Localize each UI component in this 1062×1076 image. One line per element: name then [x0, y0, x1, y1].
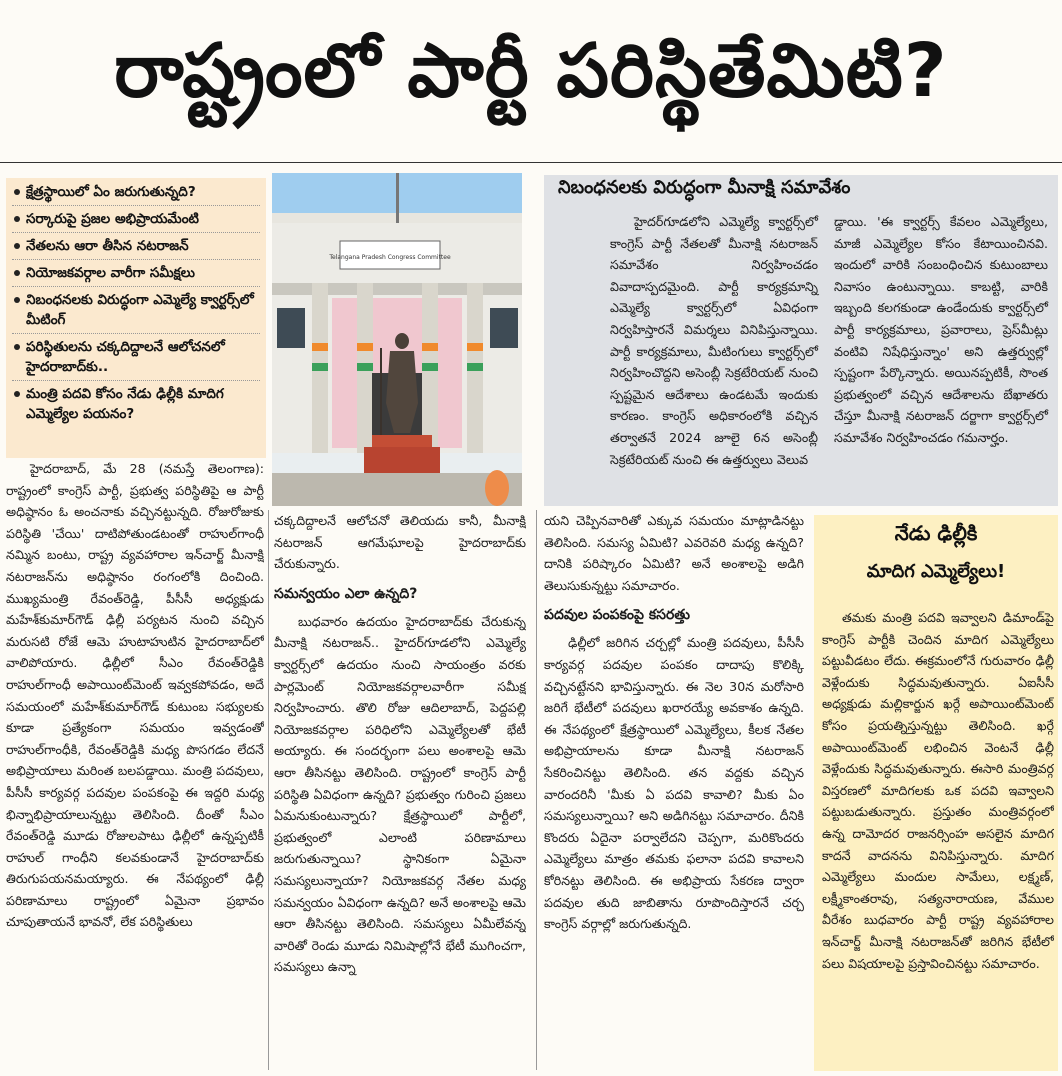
greybox-paragraph: హైదర్‌గూడలోని ఎమ్మెల్యే క్వార్టర్స్‌లో కాంగ్రెస్ పార్టీ నేతలతో మీనాక్షి నటరాజన్ సమావేశం నిర్వహించడం వివాదాస్పదమైంది. పార్టీ కార్యక్రమాన్ని ఎమ్మెల్యే క్వార్టర్స్‌లో ఏవిధంగా నిర్వహిస్తారనే విమర్శలు వినిపిస్తున్నాయి. పార్టీ కార్యక్రమాలు, మీటింగులు క్వార్టర్స్‌లో నిర్వహించొద్దని అసెంబ్లీ సెక్రటేరియట్ నుంచి స్పష్టమైన ఆదేశాలు ఉండటమే ఇందుకు కారణం. కాంగ్రెస్ అధికారంలోకి వచ్చిన తర్వాతనే 2024 జూలై 6న అసెంబ్లీ సెక్రటేరియట్ నుంచి ఈ ఉత్తర్వులు వెలువ	[610, 214, 818, 467]
subheading: పదవుల పంపకంపై కసరత్తు	[544, 607, 691, 624]
sidebar-madiga-mlas	[814, 515, 1058, 1071]
bullet-item: పరిస్థితులను చక్కదిద్దాలనే ఆలోచనలో హైదరాబాద్‌కు..	[12, 337, 260, 381]
article-column-2	[274, 510, 526, 1072]
sign-board-text: Telangana Pradesh Congress Committee	[329, 254, 451, 261]
subheading: సమన్వయం ఎలా ఉన్నది?	[274, 585, 418, 602]
column-divider	[536, 510, 537, 1070]
greybox-column-right	[834, 211, 1048, 449]
headline-divider	[0, 162, 1062, 163]
yellowbox-title-line-1: నేడు ఢిల్లీకి	[894, 521, 978, 545]
sidebar-rules-violation	[544, 175, 1058, 506]
yellowbox-title-line-2: మాదిగ ఎమ్మెల్యేలు!	[866, 561, 1006, 582]
article-column-3	[544, 510, 804, 1072]
greybox-column-left	[610, 211, 818, 470]
bullet-item: మంత్రి పదవి కోసం నేడు ఢిల్లీకి మాదిగ ఎమ్మెల్యేల పయనం?	[12, 384, 260, 427]
bullet-item: నిబంధనలకు విరుద్ధంగా ఎమ్మెల్యే క్వార్టర్స్‌లో మీటింగ్	[12, 290, 260, 334]
bullet-item: నేతలను ఆరా తీసిన నటరాజన్	[12, 236, 260, 260]
article-column-1	[6, 458, 264, 1072]
yellowbox-body	[822, 607, 1054, 1065]
yellowbox-paragraph: తమకు మంత్రి పదవి ఇవ్వాలని డిమాండ్‌పై కాంగ్రెస్ పార్టీకి చెందిన మాదిగ ఎమ్మెల్యేలు పట్టువీడటం లేదు. ఈక్రమంలోనే గురువారం ఢిల్లీ వెళ్లేందుకు సిద్ధమవుతున్నారు. ఏఐసీసీ అధ్యక్షుడు మల్లికార్జున ఖర్గే అపాయింట్‌మెంట్ కోసం ప్రయత్నిస్తున్నట్టు తెలిసింది. ఖర్గే అపాయింట్‌మెంట్ లభించిన వెంటనే ఢిల్లీ వెళ్లేందుకు సిద్ధమవుతున్నారు. ఈసారి మంత్రివర్గ విస్తరణలో మాదిగలకు ఒక పదవి ఇవ్వాలని పట్టుబడుతున్నారు. ప్రస్తుతం మంత్రివర్గంలో ఉన్న దామోదర రాజనర్సింహ అసలైన మాదిగ కాదనే వాదనను వినిపిస్తున్నారు. మాదిగ ఎమ్మెల్యేలు మందుల సామేలు, లక్ష్మణ్, లక్ష్మీకాంతరావు, సత్యనారాయణ, వేముల వీరేశం బుధవారం పార్టీ రాష్ట్ర వ్యవహారాల ఇన్‌చార్జ్ మీనాక్షి నటరాజన్‌తో జరిగిన భేటీలో పలు విషయాలపై ప్రస్తావించినట్టు సమాచారం.	[822, 610, 1054, 971]
column-divider	[268, 510, 269, 1070]
gandhi-statue-photo	[272, 173, 522, 506]
bullet-list	[12, 182, 260, 427]
article-paragraph: బుధవారం ఉదయం హైదరాబాద్‌కు చేరుకున్న మీనాక్షి నటరాజన్.. హైదర్‌గూడలోని ఎమ్మెల్యే క్వార్టర్స్‌లో ఉదయం నుంచి సాయంత్రం వరకు పార్లమెంట్ నియోజకవర్గాలవారీగా సమీక్ష నిర్వహించారు. తొలి రోజు ఆదిలాబాద్, పెద్దపల్లి నియోజకవర్గాల పరిధిలోని ఎమ్మెల్యేలతో భేటీ అయ్యారు. ఈ సందర్భంగా పలు అంశాలపై ఆమె ఆరా తీసినట్టు తెలిసింది. రాష్ట్రంలో కాంగ్రెస్ పార్టీ పరిస్థితి ఏవిధంగా ఉన్నది? ప్రభుత్వం గురించి ప్రజలు ఏమనుకుంటున్నారు? క్షేత్రస్థాయిలో పార్టీలో, ప్రభుత్వంలో ఎలాంటి పరిణామాలు జరుగుతున్నాయి? స్థానికంగా ఏమైనా సమస్యలున్నాయా? నియోజకవర్గ నేతల మధ్య సమన్వయం ఏవిధంగా ఉన్నది? అనే అంశాలపై ఆమె ఆరా తీసినట్టు తెలిసింది. సమస్యలు ఏమీలేవన్న వారితో రెండు మూడు నిమిషాల్లోనే భేటీ ముగించగా, సమస్యలు ఉన్నా	[274, 613, 526, 975]
photo-illustration	[272, 173, 522, 506]
article-paragraph: చక్కదిద్దాలనే ఆలోచనో తెలియదు కానీ, మీనాక్షి నటరాజన్ ఆగమేఘాలపై హైదరాబాద్‌కు చేరుకున్నారు.	[274, 513, 526, 572]
greybox-title: నిబంధనలకు విరుద్ధంగా మీనాక్షి సమావేశం	[558, 177, 851, 198]
article-paragraph: ఢిల్లీలో జరిగిన చర్చల్లో మంత్రి పదవులు, పీసీసీ కార్యవర్గ పదవుల పంపకం దాదాపు కొలిక్కి వచ్చినట్టేనని భావిస్తున్నారు. ఈ నెల 30న మరోసారి జరిగే భేటీలో పదవులు ఖరారయ్యే అవకాశం ఉన్నది. ఈ నేపథ్యంలో క్షేత్రస్థాయిలో ఎమ్మెల్యేలు, కీలక నేతల అభిప్రాయాలను కూడా మీనాక్షి నటరాజన్ సేకరించినట్టు తెలిసింది. తన వద్దకు వచ్చిన వారందరినీ 'మీకు ఏ పదవి కావాలి? మీకు ఏం సమస్యలున్నాయి? అని అడిగినట్టు సమాచారం. దీనికి కొందరు ఏదైనా పర్వాలేదని చెప్పగా, మరికొందరు ఎమ్మెల్యేలు మాత్రం తమకు ఫలానా పదవి కావాలని కోరినట్టు తెలిసింది. ఈ అభిప్రాయ సేకరణ ద్వారా పదవుల తుది జాబితాను రూపొందిస్తారనే చర్చ కాంగ్రెస్ వర్గాల్లో జరుగుతున్నది.	[544, 635, 804, 932]
headline: రాష్ట్రంలో పార్టీ పరిస్థితేమిటి?	[114, 28, 948, 114]
article-paragraph: యని చెప్పినవారితో ఎక్కువ సమయం మాట్లాడినట్టు తెలిసింది. సమస్య ఏమిటి? ఎవరెవరి మధ్య ఉన్నది? దానికి పరిష్కారం ఏమిటి? అనే అంశాలపై అడిగి తెలుసుకున్నట్టు సమాచారం.	[544, 513, 804, 593]
bullet-summary-box	[6, 178, 266, 458]
bullet-item: నియోజకవర్గాల వారీగా సమీక్షలు	[12, 263, 260, 287]
article-paragraph: హైదరాబాద్, మే 28 (నమస్తే తెలంగాణ): రాష్ట్రంలో కాంగ్రెస్ పార్టీ, ప్రభుత్వ పరిస్థితిపై ఆ పార్టీ అధిష్ఠానం ఓ అంచనాకు వచ్చినట్టున్నది. రోజురోజుకు పరిస్థితి 'చేయి' దాటిపోతుండటంతో రాహుల్‌గాంధీ నమ్మిన బంటు, రాష్ట్ర వ్యవహారాల ఇన్‌చార్జ్ మీనాక్షి నటరాజన్‌ను అధిష్ఠానం రంగంలోకి దించింది. ముఖ్యమంత్రి రేవంత్‌రెడ్డి, పీసీసీ అధ్యక్షుడు మహేశ్‌కుమార్‌గౌడ్ ఢిల్లీ పర్యటన నుంచి వచ్చిన మరుసటి రోజే ఆమె హుటాహుటిన హైదరాబాద్‌లో వాలిపోయారు. ఢిల్లీలో సీఎం రేవంత్‌రెడ్డికి రాహుల్‌గాంధీ అపాయింట్‌మెంట్ ఇవ్వకపోవడం, అదే సమయంలో మహేశ్‌కుమార్‌గౌడ్ కుటుంబ సభ్యులకు కూడా ప్రత్యేకంగా సమయం ఇవ్వడంతో రాహుల్‌గాంధీకి, రేవంత్‌రెడ్డికి మధ్య పొసగడం లేదనే అభిప్రాయాలు మరింత బలపడ్డాయి. మంత్రి పదవులు, పీసీసీ కార్యవర్గ పదవుల పంపకంపై ఈ ఇద్దరి మధ్య భిన్నాభిప్రాయాలున్నట్టు తెలిసింది. దీంతో సీఎం రేవంత్‌రెడ్డి మూడు రోజులపాటు ఢిల్లీలో ఉన్నప్పటికీ రాహుల్ గాంధీని కలవకుండానే హైదరాబాద్‌కు తిరుగుపయనమయ్యారు. ఈ నేపథ్యంలో ఢిల్లీ పరిణామాలు రాష్ట్రంలో ఏమైనా ప్రభావం చూపుతాయనే భావనో, లేక పరిస్థితులు	[6, 461, 264, 930]
bullet-item: క్షేత్రస్థాయిలో ఏం జరుగుతున్నది?	[12, 182, 260, 206]
bullet-item: సర్కారుపై ప్రజల అభిప్రాయమేంటి	[12, 209, 260, 233]
greybox-paragraph: డ్డాయి. 'ఈ క్వార్టర్స్ కేవలం ఎమ్మెల్యేలు, మాజీ ఎమ్మెల్యేల కోసం కేటాయించినవి. ఇందులో వారికి సంబంధించిన కుటుంబాలు నివాసం ఉంటున్నాయి. కాబట్టి, వారికి ఇబ్బంది కలగకుండా ఉండేందుకు క్వార్టర్స్‌లో పార్టీ కార్యక్రమాలు, ప్రవారాలు, ప్రెస్‌మీట్లు వంటివి నిషేధిస్తున్నాం' అని ఉత్తర్వుల్లో స్పష్టంగా పేర్కొన్నారు. అయినప్పటికీ, సొంత ప్రభుత్వంలో వచ్చిన ఆదేశాలను బేఖాతరు చేస్తూ మీనాక్షి నటరాజన్ దర్జాగా క్వార్టర్స్‌లో సమావేశం నిర్వహించడం గమనార్హం.	[834, 214, 1048, 445]
